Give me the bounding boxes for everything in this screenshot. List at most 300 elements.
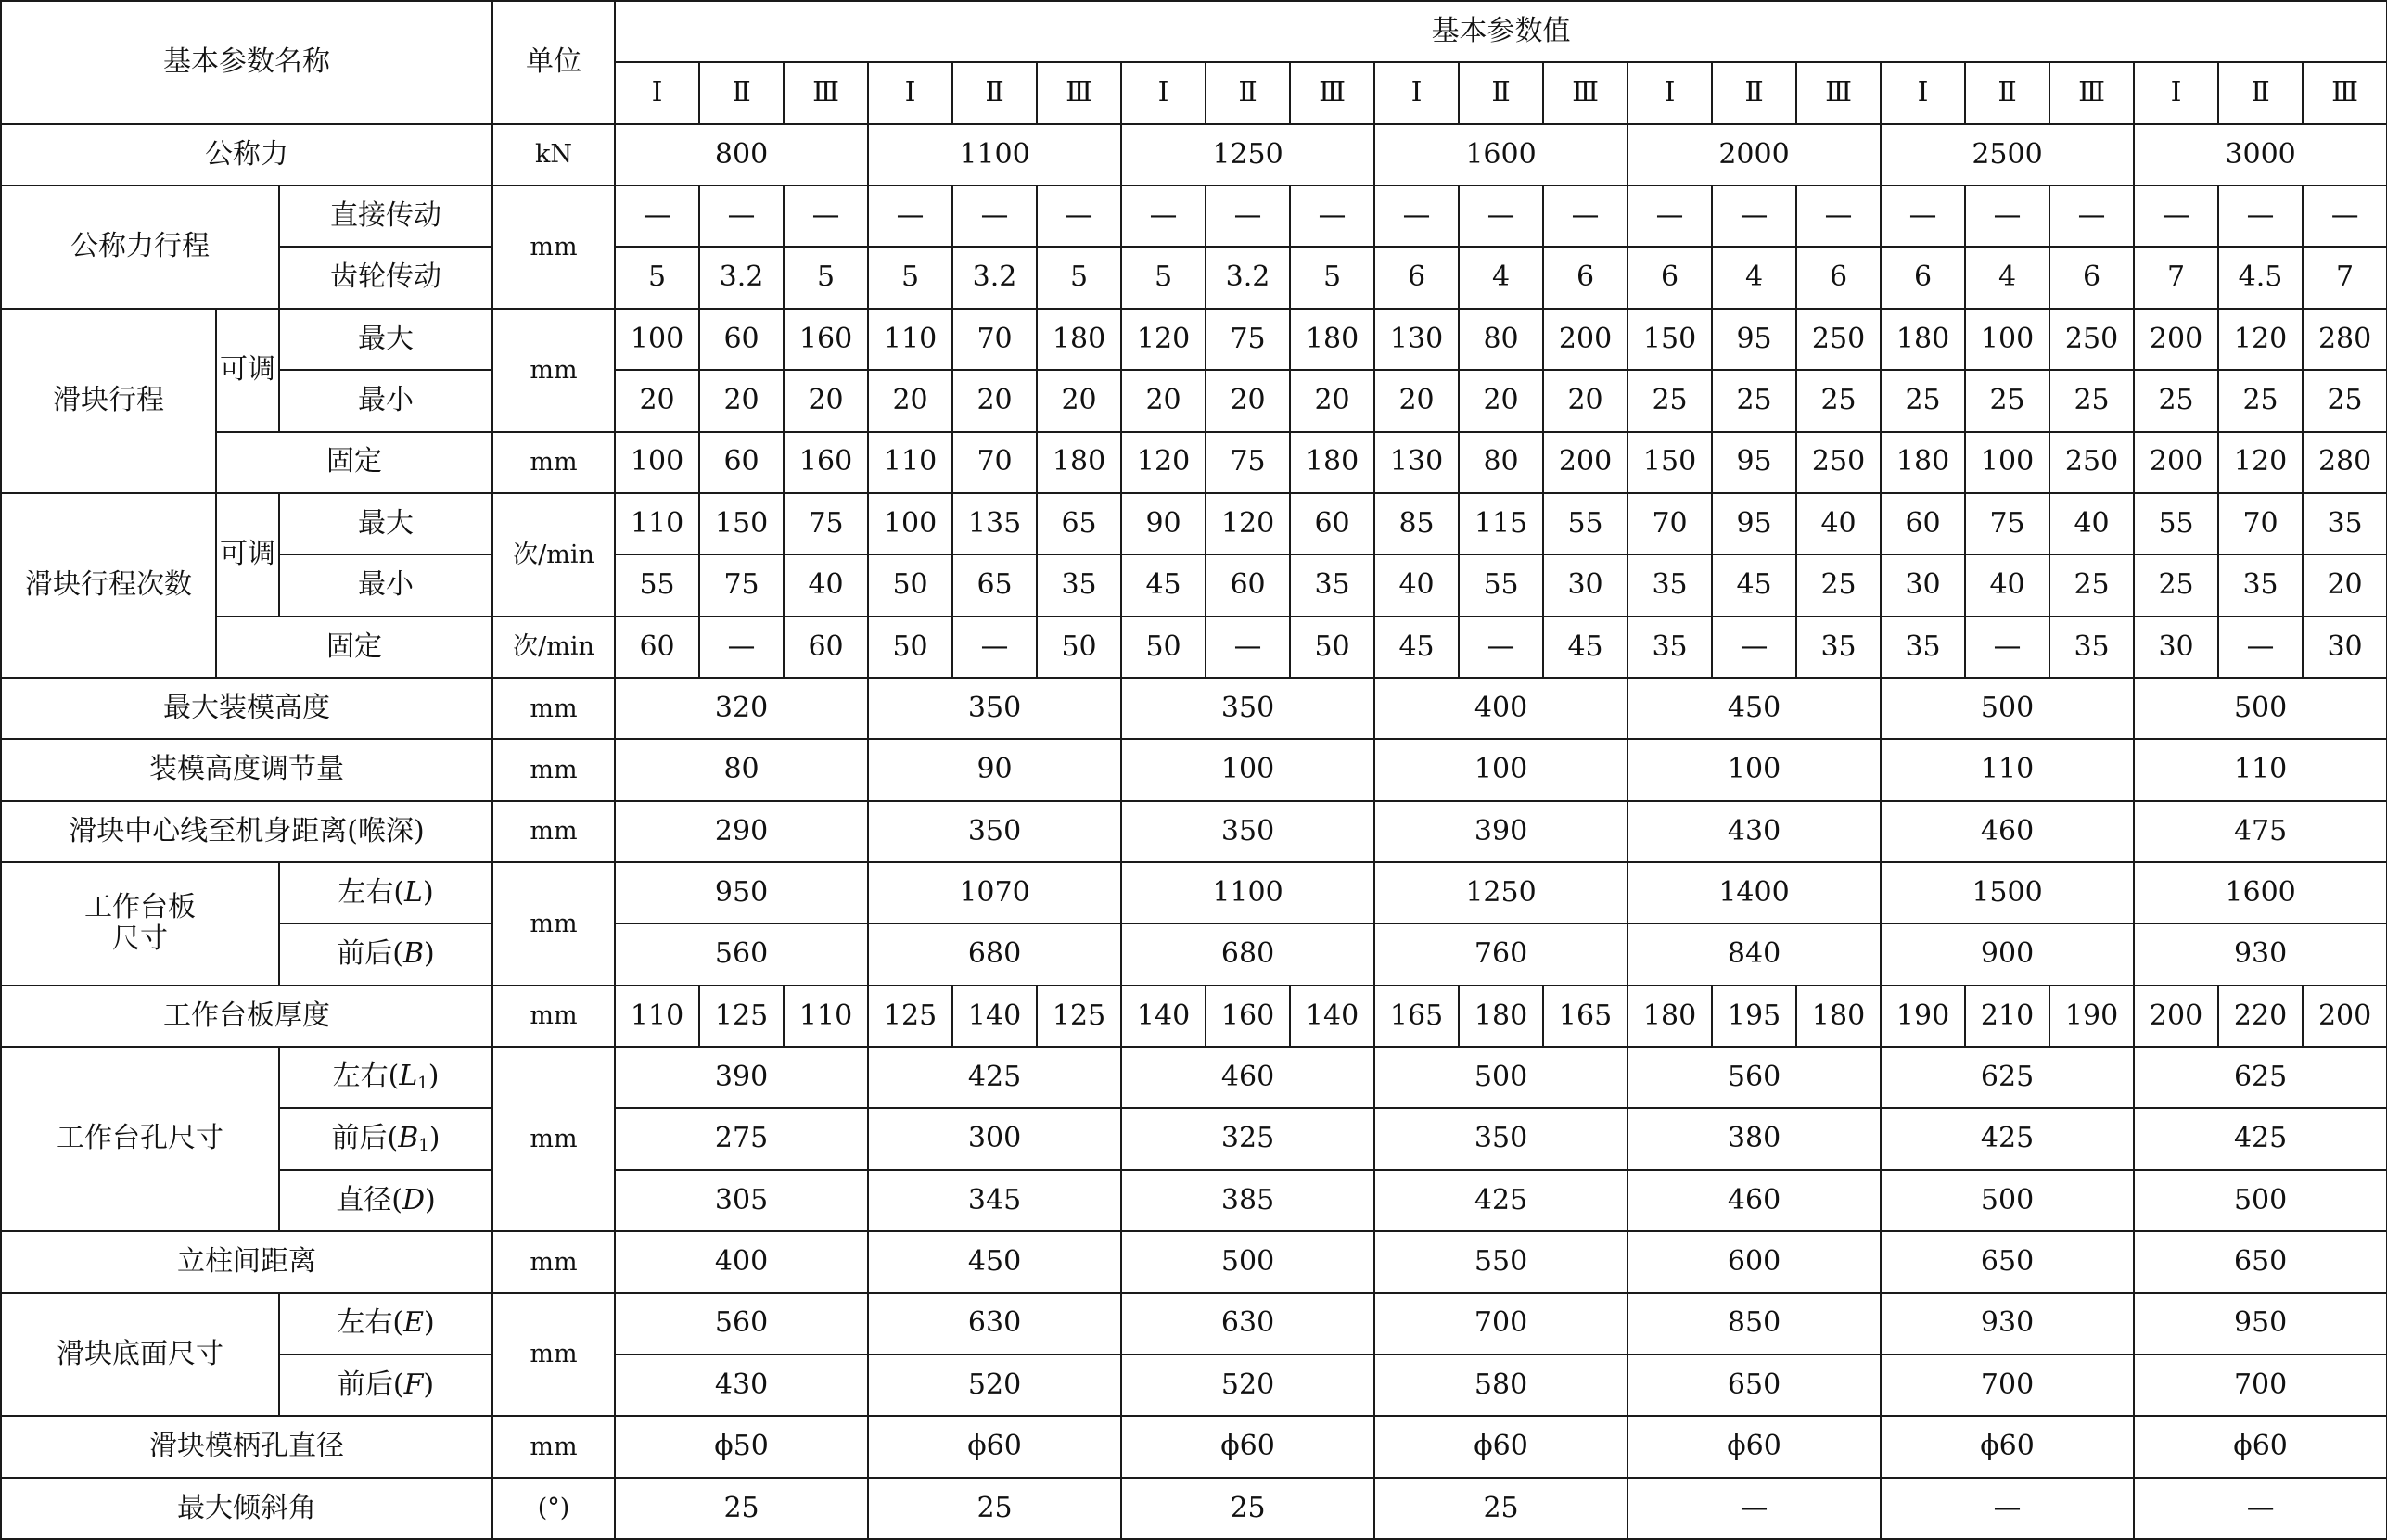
value-cell: 325 <box>1121 1108 1374 1169</box>
value-cell: 35 <box>1037 554 1121 616</box>
value-cell: — <box>1628 1478 1881 1539</box>
value-cell: 150 <box>1628 309 1712 370</box>
value-cell: 200 <box>2134 432 2218 493</box>
value-cell: 80 <box>1459 432 1543 493</box>
table-row <box>1 986 2387 1047</box>
value-cell: ϕ60 <box>1628 1416 1881 1477</box>
value-cell: 500 <box>1881 678 2134 739</box>
value-cell: — <box>784 185 868 247</box>
value-cell: — <box>952 617 1037 678</box>
value-cell: 100 <box>868 493 952 554</box>
value-cell: 80 <box>615 739 868 800</box>
value-cell: 60 <box>1881 493 1965 554</box>
value-cell: — <box>1459 617 1543 678</box>
value-cell: 25 <box>2049 554 2134 616</box>
label-post: ) <box>423 1368 435 1401</box>
value-cell: 520 <box>868 1355 1121 1416</box>
row-label-bolster-hole: 工作台孔尺寸 <box>1 1047 279 1231</box>
value-cell: 180 <box>1628 986 1712 1047</box>
value-cell: 2000 <box>1628 124 1881 185</box>
value-cell: 25 <box>868 1478 1121 1539</box>
label-pre: 左右( <box>332 1060 400 1093</box>
value-cell: 195 <box>1712 986 1796 1047</box>
unit-cell: mm <box>492 862 615 986</box>
value-cell: — <box>1206 185 1290 247</box>
subscript: 1 <box>417 1074 428 1094</box>
value-cell: 7 <box>2134 247 2218 308</box>
value-cell: — <box>699 617 784 678</box>
value-cell: 700 <box>1374 1293 1628 1355</box>
value-cell: 460 <box>1121 1047 1374 1108</box>
value-cell: 760 <box>1374 923 1628 985</box>
value-cell: 1070 <box>868 862 1121 923</box>
value-cell: 5 <box>868 247 952 308</box>
value-cell: 6 <box>1881 247 1965 308</box>
value-cell: — <box>1712 617 1796 678</box>
value-cell: 190 <box>1881 986 1965 1047</box>
unit-cell: mm <box>492 1231 615 1292</box>
value-cell: 200 <box>1543 309 1628 370</box>
value-cell: 50 <box>868 617 952 678</box>
value-cell: 290 <box>615 801 868 862</box>
value-cell: — <box>1628 185 1712 247</box>
value-cell: 65 <box>952 554 1037 616</box>
value-cell: — <box>2049 185 2134 247</box>
label-post: ) <box>428 1121 440 1154</box>
value-cell: — <box>868 185 952 247</box>
value-cell: ϕ60 <box>1121 1416 1374 1477</box>
value-cell: 90 <box>868 739 1121 800</box>
unit-cell: mm <box>492 986 615 1047</box>
value-cell: ϕ50 <box>615 1416 868 1477</box>
value-cell: 280 <box>2303 309 2387 370</box>
value-cell: 35 <box>1628 554 1712 616</box>
value-cell: 900 <box>1881 923 2134 985</box>
header-unit: 单位 <box>492 1 615 124</box>
value-cell: 250 <box>2049 309 2134 370</box>
label-post: ) <box>423 1306 435 1340</box>
value-cell: 3000 <box>2134 124 2387 185</box>
sub-label-front-back <box>279 923 492 985</box>
value-cell: 180 <box>1290 309 1374 370</box>
sub-label-min: 最小 <box>279 554 492 616</box>
value-cell: 180 <box>1796 986 1881 1047</box>
value-cell: 35 <box>1628 617 1712 678</box>
value-cell: 25 <box>1628 370 1712 431</box>
unit-cell: mm <box>492 432 615 493</box>
value-cell: 460 <box>1881 801 2134 862</box>
value-cell: 160 <box>784 309 868 370</box>
value-cell: 680 <box>1121 923 1374 985</box>
value-cell: 25 <box>1796 370 1881 431</box>
value-cell: 500 <box>2134 678 2387 739</box>
value-cell: 1600 <box>2134 862 2387 923</box>
value-cell: 110 <box>1881 739 2134 800</box>
value-cell: 120 <box>1206 493 1290 554</box>
value-cell: 140 <box>1290 986 1374 1047</box>
table-row <box>1 617 2387 678</box>
value-cell: 450 <box>1628 678 1881 739</box>
value-cell: 100 <box>1965 309 2049 370</box>
value-cell: 90 <box>1121 493 1206 554</box>
value-cell: 3.2 <box>952 247 1037 308</box>
table-row <box>1 1416 2387 1477</box>
value-cell: 4 <box>1459 247 1543 308</box>
value-cell: 50 <box>1290 617 1374 678</box>
value-cell: 110 <box>784 986 868 1047</box>
grade-cell: Ⅲ <box>1037 62 1121 123</box>
unit-cell: mm <box>492 1293 615 1417</box>
value-cell: 125 <box>868 986 952 1047</box>
value-cell: 60 <box>784 617 868 678</box>
value-cell: 25 <box>2303 370 2387 431</box>
value-cell: 40 <box>1965 554 2049 616</box>
unit-cell: kN <box>492 124 615 185</box>
label-pre: 左右( <box>338 875 405 909</box>
value-cell: 345 <box>868 1170 1121 1231</box>
sub-label-left-right <box>279 862 492 923</box>
value-cell: 150 <box>699 493 784 554</box>
value-cell: 20 <box>2303 554 2387 616</box>
value-cell: 20 <box>952 370 1037 431</box>
table-row <box>1 923 2387 985</box>
value-cell: 425 <box>1881 1108 2134 1169</box>
value-cell: 25 <box>1881 370 1965 431</box>
value-cell: — <box>1881 185 1965 247</box>
value-cell: 110 <box>615 493 699 554</box>
label-pre: 前后( <box>337 1368 404 1401</box>
row-label-column-distance: 立柱间距离 <box>1 1231 492 1292</box>
value-cell: 40 <box>1374 554 1459 616</box>
grade-cell: Ⅲ <box>784 62 868 123</box>
value-cell: 120 <box>2218 432 2303 493</box>
value-cell: 6 <box>1374 247 1459 308</box>
symbol: L <box>399 1060 418 1093</box>
value-cell: 600 <box>1628 1231 1881 1292</box>
value-cell: — <box>2134 1478 2387 1539</box>
unit-cell: mm <box>492 1047 615 1231</box>
value-cell: 1100 <box>868 124 1121 185</box>
value-cell: 250 <box>1796 432 1881 493</box>
grade-cell: Ⅲ <box>1543 62 1628 123</box>
value-cell: 560 <box>615 1293 868 1355</box>
value-cell: 6 <box>1796 247 1881 308</box>
value-cell: 25 <box>2049 370 2134 431</box>
value-cell: 20 <box>1374 370 1459 431</box>
unit-cell: mm <box>492 309 615 432</box>
value-cell: 75 <box>1206 432 1290 493</box>
value-cell: 75 <box>1206 309 1290 370</box>
value-cell: 625 <box>1881 1047 2134 1108</box>
symbol: L <box>404 875 423 909</box>
value-cell: 165 <box>1374 986 1459 1047</box>
value-cell: 200 <box>2134 986 2218 1047</box>
value-cell: 140 <box>952 986 1037 1047</box>
value-cell: 500 <box>1121 1231 1374 1292</box>
value-cell: 680 <box>868 923 1121 985</box>
value-cell: 130 <box>1374 432 1459 493</box>
value-cell: 4.5 <box>2218 247 2303 308</box>
unit-cell: mm <box>492 801 615 862</box>
value-cell: 20 <box>784 370 868 431</box>
table-row <box>1 1047 2387 1108</box>
row-label-nominal-force: 公称力 <box>1 124 492 185</box>
grade-cell: Ⅲ <box>2303 62 2387 123</box>
value-cell: 500 <box>1881 1170 2134 1231</box>
value-cell: 400 <box>1374 678 1628 739</box>
grade-cell: Ⅱ <box>1965 62 2049 123</box>
symbol: F <box>403 1368 424 1401</box>
value-cell: 840 <box>1628 923 1881 985</box>
sub-label-front-back <box>279 1108 492 1169</box>
value-cell: 55 <box>2134 493 2218 554</box>
table-row <box>1 1231 2387 1292</box>
sub-label-front-back <box>279 1355 492 1416</box>
value-cell: 125 <box>1037 986 1121 1047</box>
value-cell: — <box>1206 617 1290 678</box>
value-cell: — <box>1037 185 1121 247</box>
label-post: ) <box>425 1183 436 1216</box>
value-cell: 20 <box>699 370 784 431</box>
value-cell: 650 <box>2134 1231 2387 1292</box>
table-row <box>1 1170 2387 1231</box>
row-label-stroke-rate: 滑块行程次数 <box>1 493 216 678</box>
value-cell: 800 <box>615 124 868 185</box>
value-cell: 160 <box>784 432 868 493</box>
value-cell: 20 <box>868 370 952 431</box>
table-row <box>1 801 2387 862</box>
grade-cell: Ⅱ <box>699 62 784 123</box>
value-cell: 250 <box>2049 432 2134 493</box>
value-cell: 150 <box>1628 432 1712 493</box>
value-cell: 250 <box>1796 309 1881 370</box>
grade-cell: Ⅱ <box>2218 62 2303 123</box>
value-cell: 20 <box>1543 370 1628 431</box>
value-cell: 4 <box>1965 247 2049 308</box>
value-cell: 75 <box>1965 493 2049 554</box>
value-cell: 40 <box>2049 493 2134 554</box>
header-values: 基本参数值 <box>615 1 2387 62</box>
value-cell: — <box>615 185 699 247</box>
grade-cell: Ⅱ <box>1459 62 1543 123</box>
label-pre: 前后( <box>331 1121 399 1154</box>
value-cell: 180 <box>1037 309 1121 370</box>
value-cell: 950 <box>615 862 868 923</box>
value-cell: 200 <box>2303 986 2387 1047</box>
value-cell: 220 <box>2218 986 2303 1047</box>
unit-cell: (°) <box>492 1478 615 1539</box>
value-cell: 200 <box>2134 309 2218 370</box>
bolster-size-line2: 尺寸 <box>112 923 168 956</box>
value-cell: — <box>2218 617 2303 678</box>
value-cell: — <box>1965 185 2049 247</box>
value-cell: 390 <box>1374 801 1628 862</box>
value-cell: 650 <box>1881 1231 2134 1292</box>
value-cell: 350 <box>868 801 1121 862</box>
sub-label-direct-drive: 直接传动 <box>279 185 492 247</box>
value-cell: 80 <box>1459 309 1543 370</box>
value-cell: 95 <box>1712 309 1796 370</box>
table-row <box>1 1355 2387 1416</box>
sub-label-left-right <box>279 1047 492 1108</box>
value-cell: 50 <box>868 554 952 616</box>
value-cell: 1250 <box>1374 862 1628 923</box>
value-cell: 100 <box>615 432 699 493</box>
value-cell: 25 <box>1121 1478 1374 1539</box>
value-cell: 650 <box>1628 1355 1881 1416</box>
value-cell: — <box>1965 617 2049 678</box>
grade-cell: Ⅱ <box>1206 62 1290 123</box>
value-cell: 7 <box>2303 247 2387 308</box>
value-cell: 6 <box>1628 247 1712 308</box>
value-cell: 165 <box>1543 986 1628 1047</box>
value-cell: 30 <box>1543 554 1628 616</box>
row-label-slide-stroke: 滑块行程 <box>1 309 216 493</box>
value-cell: 75 <box>699 554 784 616</box>
value-cell: 500 <box>1374 1047 1628 1108</box>
value-cell: 5 <box>1037 247 1121 308</box>
sub-label-max: 最大 <box>279 493 492 554</box>
value-cell: 70 <box>952 309 1037 370</box>
value-cell: 40 <box>1796 493 1881 554</box>
unit-cell: mm <box>492 678 615 739</box>
value-cell: 60 <box>615 617 699 678</box>
value-cell: 120 <box>2218 309 2303 370</box>
label-pre: 左右( <box>337 1306 404 1340</box>
value-cell: 180 <box>1290 432 1374 493</box>
unit-cell: 次/min <box>492 493 615 617</box>
value-cell: ϕ60 <box>1374 1416 1628 1477</box>
value-cell: ϕ60 <box>868 1416 1121 1477</box>
value-cell: 50 <box>1121 617 1206 678</box>
value-cell: 20 <box>1121 370 1206 431</box>
value-cell: 30 <box>2303 617 2387 678</box>
sub-label-left-right <box>279 1293 492 1355</box>
grade-cell: Ⅰ <box>615 62 699 123</box>
sub-label-diameter <box>279 1170 492 1231</box>
value-cell: 5 <box>784 247 868 308</box>
value-cell: 200 <box>1543 432 1628 493</box>
value-cell: 120 <box>1121 309 1206 370</box>
header-param-name: 基本参数名称 <box>1 1 492 124</box>
sub-label-adjustable: 可调 <box>216 493 279 617</box>
value-cell: 460 <box>1628 1170 1881 1231</box>
value-cell: 280 <box>2303 432 2387 493</box>
value-cell: — <box>1459 185 1543 247</box>
value-cell: 5 <box>1121 247 1206 308</box>
value-cell: 20 <box>615 370 699 431</box>
value-cell: 3.2 <box>1206 247 1290 308</box>
value-cell: 275 <box>615 1108 868 1169</box>
value-cell: 20 <box>1206 370 1290 431</box>
value-cell: 35 <box>2303 493 2387 554</box>
value-cell: — <box>1374 185 1459 247</box>
value-cell: 35 <box>2218 554 2303 616</box>
table-row <box>1 678 2387 739</box>
value-cell: 190 <box>2049 986 2134 1047</box>
value-cell: 30 <box>1881 554 1965 616</box>
value-cell: 85 <box>1374 493 1459 554</box>
value-cell: — <box>1881 1478 2134 1539</box>
value-cell: — <box>1290 185 1374 247</box>
value-cell: 45 <box>1712 554 1796 616</box>
label-post: ) <box>428 1060 440 1093</box>
value-cell: 25 <box>1712 370 1796 431</box>
value-cell: 3.2 <box>699 247 784 308</box>
value-cell: 1250 <box>1121 124 1374 185</box>
value-cell: 1100 <box>1121 862 1374 923</box>
symbol: E <box>403 1306 424 1340</box>
sub-label-adjustable: 可调 <box>216 309 279 432</box>
table-row <box>1 432 2387 493</box>
value-cell: 350 <box>868 678 1121 739</box>
grade-cell: Ⅲ <box>1796 62 1881 123</box>
label-post: ) <box>422 875 434 909</box>
grade-cell: Ⅰ <box>1374 62 1459 123</box>
value-cell: 20 <box>1459 370 1543 431</box>
value-cell: — <box>1121 185 1206 247</box>
value-cell: 120 <box>1121 432 1206 493</box>
table-row <box>1 370 2387 431</box>
value-cell: 4 <box>1712 247 1796 308</box>
table-row <box>1 309 2387 370</box>
value-cell: 110 <box>2134 739 2387 800</box>
value-cell: 100 <box>1121 739 1374 800</box>
value-cell: 45 <box>1374 617 1459 678</box>
value-cell: 45 <box>1121 554 1206 616</box>
value-cell: 60 <box>699 309 784 370</box>
value-cell: 65 <box>1037 493 1121 554</box>
value-cell: 625 <box>2134 1047 2387 1108</box>
sub-label-max: 最大 <box>279 309 492 370</box>
value-cell: 140 <box>1121 986 1206 1047</box>
value-cell: 560 <box>615 923 868 985</box>
value-cell: 425 <box>1374 1170 1628 1231</box>
value-cell: 475 <box>2134 801 2387 862</box>
value-cell: 450 <box>868 1231 1121 1292</box>
value-cell: 350 <box>1121 801 1374 862</box>
value-cell: 25 <box>2134 554 2218 616</box>
value-cell: 110 <box>868 309 952 370</box>
value-cell: 1600 <box>1374 124 1628 185</box>
value-cell: 30 <box>2134 617 2218 678</box>
grade-cell: Ⅲ <box>1290 62 1374 123</box>
value-cell: 75 <box>784 493 868 554</box>
value-cell: 35 <box>1796 617 1881 678</box>
table-row <box>1 862 2387 923</box>
row-label-max-tilt: 最大倾斜角 <box>1 1478 492 1539</box>
value-cell: 630 <box>1121 1293 1374 1355</box>
table-row <box>1 493 2387 554</box>
value-cell: 60 <box>1290 493 1374 554</box>
label-pre: 前后( <box>337 937 403 971</box>
value-cell: ϕ60 <box>1881 1416 2134 1477</box>
sub-label-fixed: 固定 <box>216 432 492 493</box>
value-cell: ϕ60 <box>2134 1416 2387 1477</box>
table-row <box>1 1293 2387 1355</box>
value-cell: 700 <box>1881 1355 2134 1416</box>
unit-cell: 次/min <box>492 617 615 678</box>
value-cell: 350 <box>1374 1108 1628 1169</box>
value-cell: 25 <box>2134 370 2218 431</box>
grade-cell: Ⅰ <box>2134 62 2218 123</box>
sub-label-fixed: 固定 <box>216 617 492 678</box>
value-cell: — <box>2134 185 2218 247</box>
value-cell: 425 <box>868 1047 1121 1108</box>
value-cell: 95 <box>1712 432 1796 493</box>
value-cell: 560 <box>1628 1047 1881 1108</box>
value-cell: 35 <box>1290 554 1374 616</box>
